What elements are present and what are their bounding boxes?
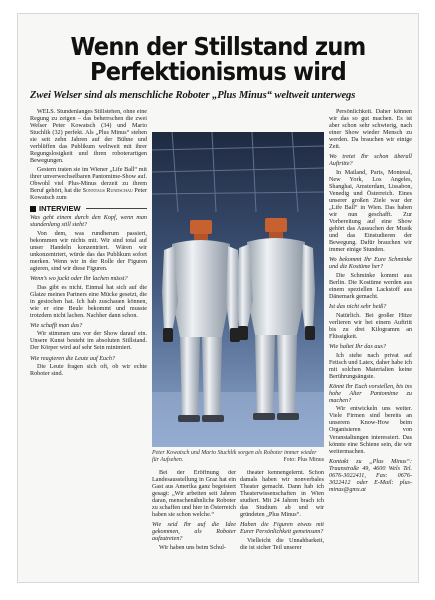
interview-answer: In Mailand, Paris, Montreal, New York, Los Angeles, Shanghai, Amsterdam, Lissabon, Venedig und Österreich. Eines unserer großen Ziele war der „Life Ball“ in Wien. Das haben wir nun geschafft. Zur Vorbereitung auf eine Show gehört das Aussuchen der Musik und das Einstudieren der Bewegung. Dafür brauchen wir immer einige Stunden. xyxy=(329,169,412,254)
headline xyxy=(34,34,402,84)
interview-question: Wo bekommt Ihr Eure Schminke und die Kostüme her? xyxy=(329,257,412,271)
interview-answer: Natürlich. Bei großer Hitze verlieren wir bei einem Auftritt bis zu drei Kilogramm an Flüssigkeit. xyxy=(329,312,412,340)
interview-answer: Von dem, was rundherum passiert, bekommen wir nichts mit. Wir sind total auf unser Handeln konzentriert. Wären wir unkonzentriert, würde das das Publikum sofort merken. Wenn wir in der Rolle der Figuren agieren, sind wir diese Figuren. xyxy=(30,230,147,272)
publication-name: Sonntags Rundschau xyxy=(82,188,133,195)
square-bullet-icon xyxy=(30,206,36,212)
interview-question: Kontakt zu „Plus Minus“: Traunstraße 49, 4600 Wels Tel. 0676-3022411, Fax: 0676-3022412 oder E-Mail: plus-minus@gmx.at xyxy=(329,458,412,493)
divider xyxy=(86,208,147,209)
interview-answer: Persönlichkeit. Daher können wir das so gut machen. Es ist aber schon sehr schwierig, nach einer Show wieder Mensch zu werden. Da brauchen wir einige Zeit. xyxy=(329,109,412,151)
newspaper-clipping xyxy=(18,14,418,582)
photo-credit: Foto: Plus Minus xyxy=(283,456,324,463)
subheadline: Zwei Welser sind als menschliche Roboter „Plus Minus“ weltweit unterwegs xyxy=(30,90,356,101)
interview-blocks xyxy=(30,215,147,378)
interview-answer: Die Schminke kommt aus Berlin. Die Kostüme werden aus einem speziellen Lackstoff aus Dänemark gemacht. xyxy=(329,273,412,301)
interview-answer: Das gibt es nicht. Einmal hat sich auf die Glatze meines Partners eine Mücke gesetzt, die in gestochen hat. Ich hab zuschauen können, wie er eine Beule bekommt und musste trotzdem nicht lachen. Nachher dann schon. xyxy=(30,284,147,319)
intro-paragraph-1: WELS. Stundenlanges Stillstehen, ohne eine Regung zu zeigen – das beherrschen die zwei Welser Peter Kowatsch (34) und Mario Stuchlik (32) perfekt. Als „Plus Minus“ stehen sie seit zehn Jahren auf der Bühne und verblüffen das Publikum weltweit mit ihrer Regungslosigkeit und ihren roboterartigen Bewegungen. xyxy=(30,109,147,165)
interview-question: Wie schafft man das? xyxy=(30,322,83,329)
interview-question: Wie seid Ihr auf die Idee gekommen, als Roboter aufzutreten? xyxy=(152,522,236,543)
interview-question: Wo tretet Ihr schon überall Auftritte? xyxy=(329,154,412,168)
interview-answer: Wir haben uns beim Schul- xyxy=(159,544,226,551)
article-column-2 xyxy=(152,470,236,580)
interview-question: Haben die Figuren etwas mit Eurer Persönlichkeit gemeinsam? xyxy=(240,522,324,536)
interview-question: Könnt Ihr Euch vorstellen, bis ins hohe Alter Pantomime zu machen? xyxy=(329,383,412,404)
interview-question: Ist das nicht sehr heiß? xyxy=(329,304,387,311)
article-column-4 xyxy=(329,109,412,579)
photo-caption xyxy=(152,450,324,463)
interview-question: Wie reagieren die Leute auf Euch? xyxy=(30,355,115,362)
robot-photo xyxy=(152,132,324,447)
headline-line-2: Perfektionismus wird xyxy=(89,57,347,86)
interview-answer: Bei der Eröffnung der Landesausstellung in Graz hat ein Gast aus Amerika ganz begeistert gesagt: „Wir arbeiten seit Jahren daran, menschenähnliche Roboter zu schaffen und hier in Österreich haben sie schon welche.“ xyxy=(152,470,236,519)
interview-answer: Wir entwickeln uns weiter. Viele Firmen sind bereits an unserem Know-How beim Organisieren von Veranstaltungen interessiert. Das könnte eine Schiene sein, die wir weitermachen. xyxy=(329,406,412,455)
interview-question: Wenn’s wo juckt oder Ihr lachen müsst? xyxy=(30,276,128,283)
interview-label xyxy=(30,205,147,212)
intro-paragraph-2 xyxy=(30,167,147,202)
interview-answer: theater kennengelernt. Schon damals haben wir nonverbales Theater gemacht. Dann hab ich Theaterwissenschaften in Wien studiert. Mit 24 Jahren brach ich das Studium ab und wir gründeten „Plus Minus“. xyxy=(240,470,324,519)
headline-line-1: Wenn der Stillstand zum xyxy=(70,32,366,61)
interview-answer: Wir stimmen uns vor der Show darauf ein. Unsere Kunst besteht im absoluten Stillstand. Der Körper wird auf sehr Sein minimiert. xyxy=(30,331,147,352)
interview-label-text: INTERVIEW xyxy=(39,204,81,214)
interview-question: Was geht einem durch den Kopf, wenn man stundenlang still steht? xyxy=(30,215,147,229)
article-column-3 xyxy=(240,470,324,580)
article-column-1 xyxy=(30,109,147,574)
interview-answer: Die Leute fragen sich oft, ob wir echte Roboter sind. xyxy=(30,364,147,378)
caption-text: Peter Kowatsch und Mario Stuchlik sorgen als Roboter immer wieder für Aufsehen. xyxy=(152,450,317,463)
interview-question: Wie haltet Ihr das aus? xyxy=(329,343,386,350)
two-silver-robots-image xyxy=(152,132,324,447)
interview-answer: Ich stehe nach privat auf Fetisch und Latex, daher habe ich mit solchen Materialien keine Berührungsängste. xyxy=(329,352,412,380)
intro-paragraph-2-end: Peter Kowatsch zum xyxy=(30,188,147,202)
interview-answer: Vielleicht die Unnahbarkeit, die ist sicher Teil unserer xyxy=(240,537,324,551)
intro-paragraph-2-text: Gestern traten sie im Wiener „Life Ball“ mit ihrer unverwechselbaren Pantomime-Show auf. Obwohl viel Plus-Minus derzeit zu ihrem Beruf gehört, hat die xyxy=(30,166,147,195)
